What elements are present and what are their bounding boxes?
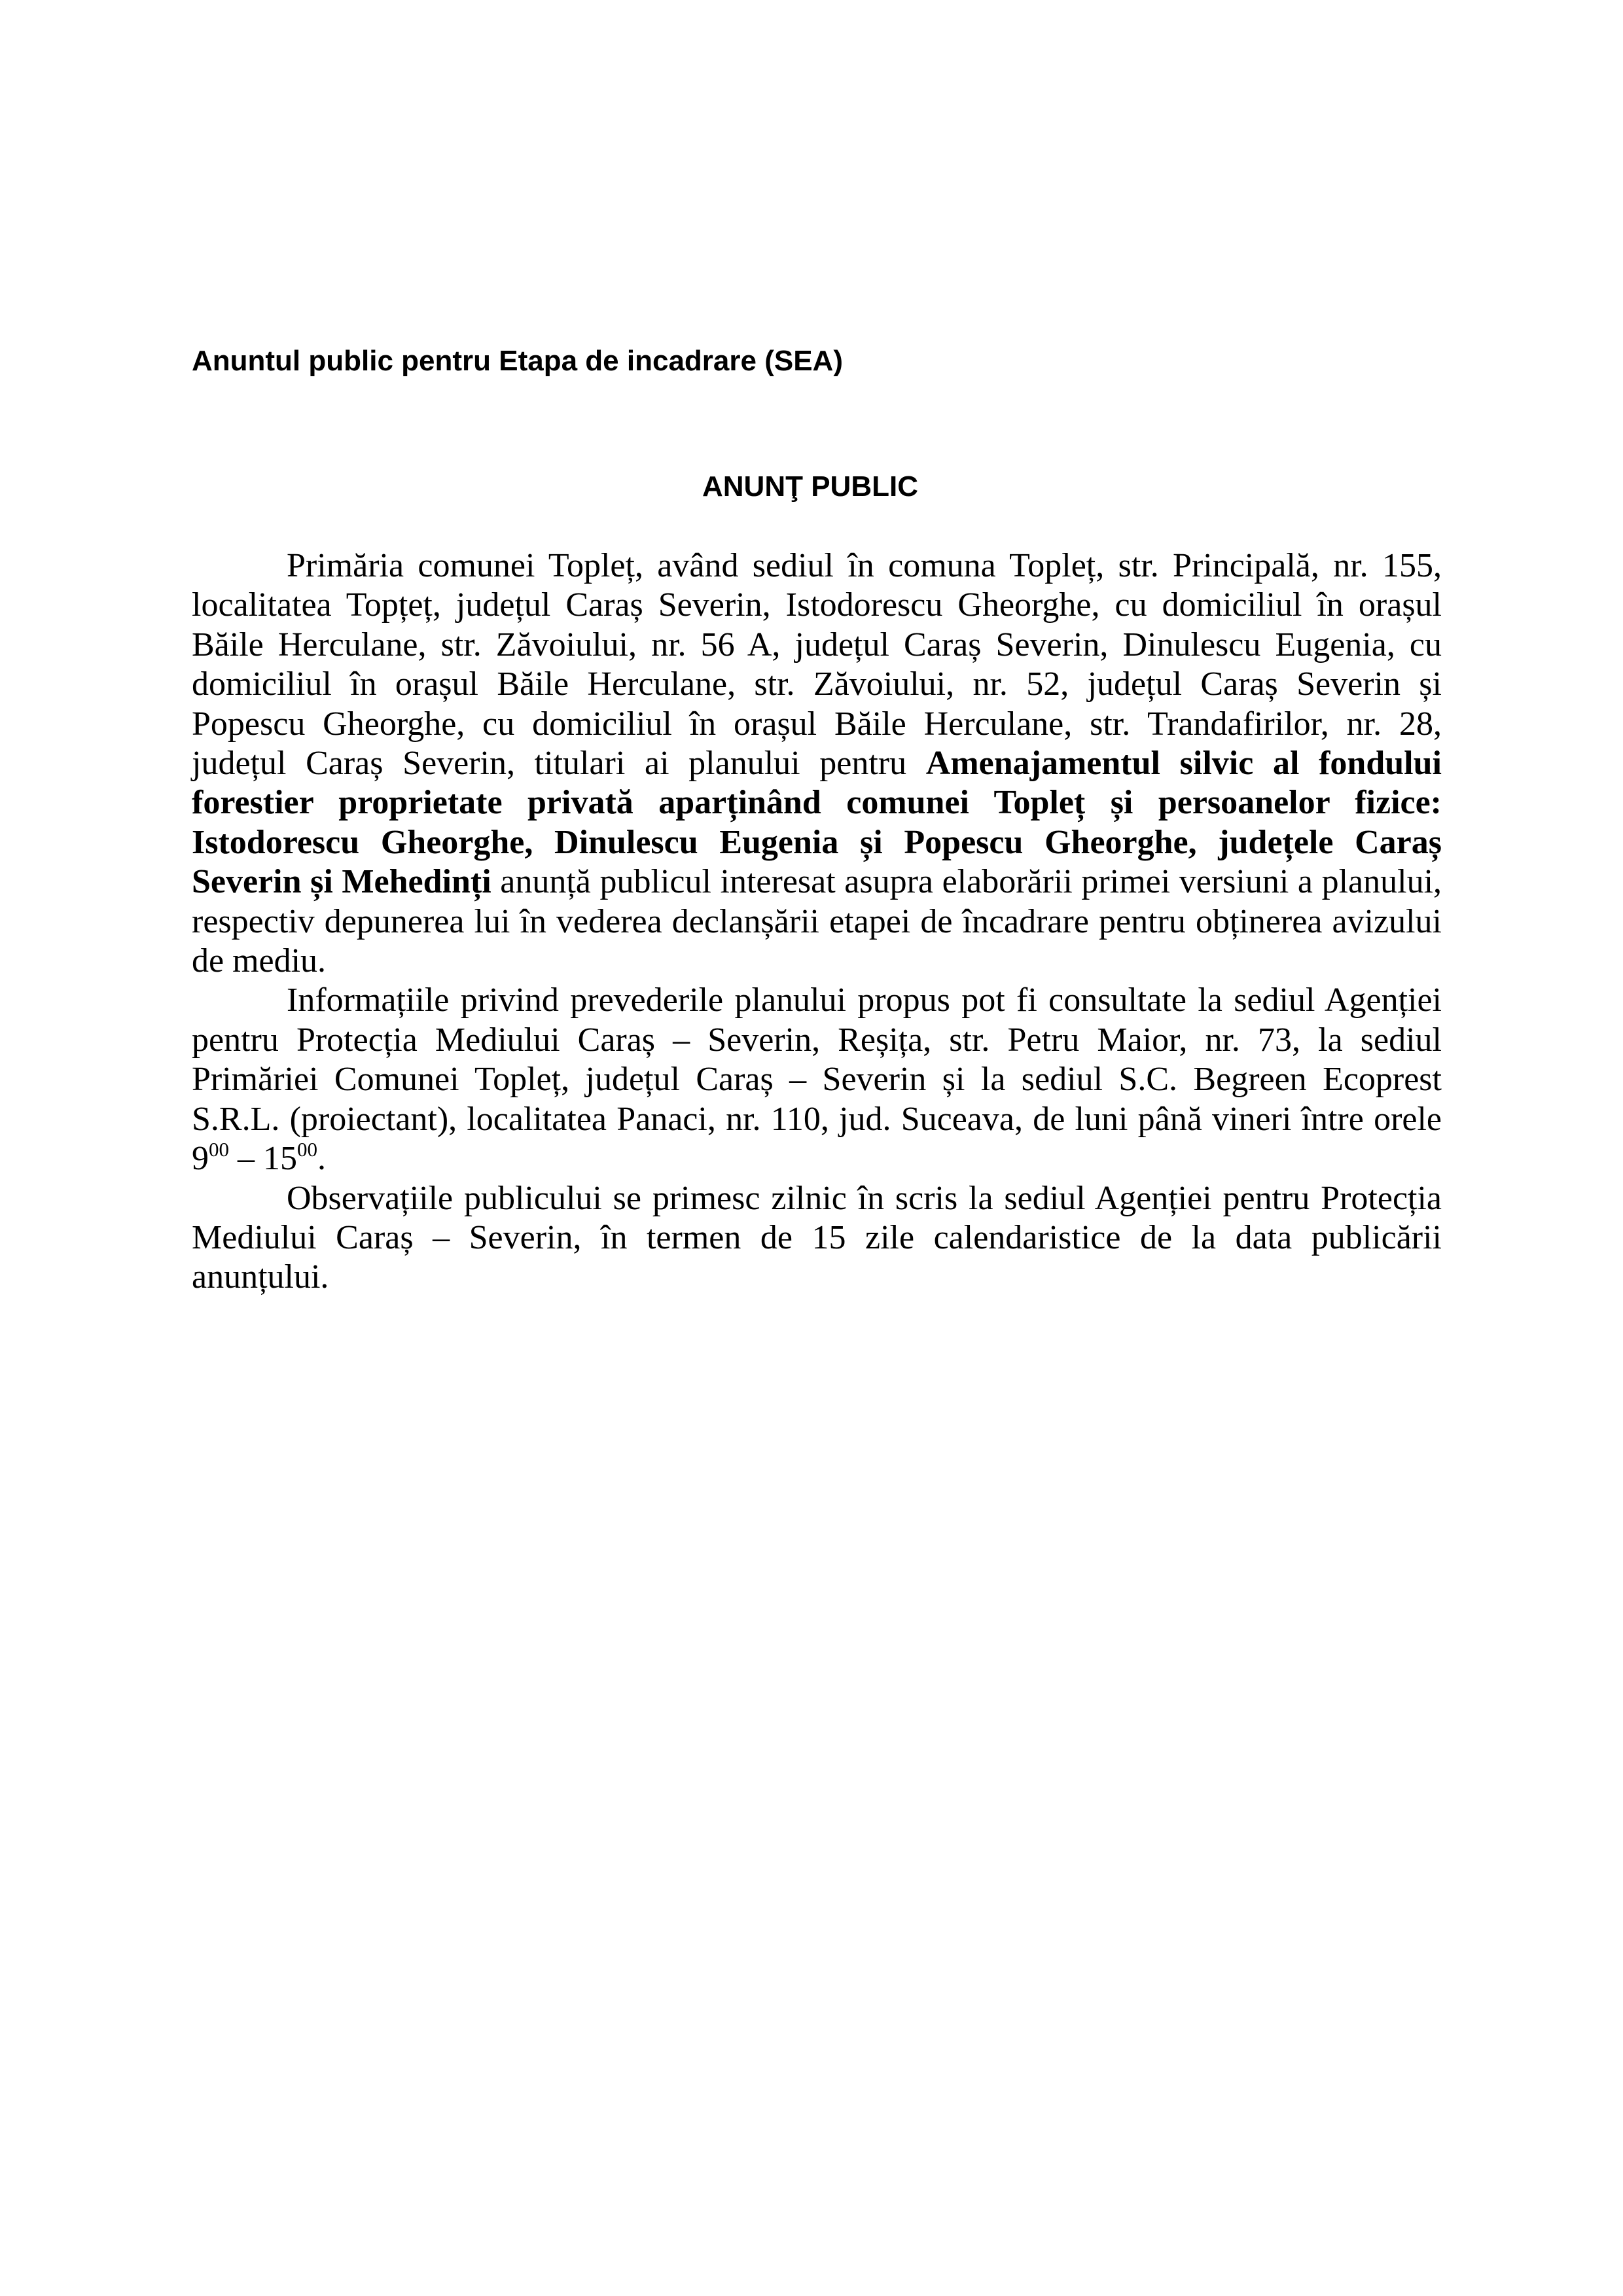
plan-name: Amenajamentul silvic al fondului forestier proprietate privată aparținând comunei Topleț și persoanelor fizice: Istodorescu Gheorghe, Dinulescu Eugenia și Popescu Gheorghe, județele Caraș Severin și Mehedinți [192,745,1442,901]
document-heading: Anuntul public pentru Etapa de incadrare (SEA) [192,345,843,377]
paragraph-observations [192,1179,1442,1298]
announcement-title: ANUNŢ PUBLIC [702,470,918,503]
hour-start: 9 [192,1140,209,1178]
hour-end-minutes: 00 [297,1138,317,1161]
paragraph-plan-holders [192,546,1442,981]
end-punctuation: . [317,1140,326,1178]
consultation-text: Informațiile privind prevederile planului propus pot fi consultate la sediul Agenției pentru Protecția Mediului Caraș – Severin, Reșița, str. Petru Maior, nr. 73, la sediul Primăriei Comunei Topleț, județul Caraș – Severin și la sediul S.C. Begreen Ecoprest S.R.L. (proiectant), localitatea Panaci, nr. 110, jud. Suceava, de luni până vineri între orele [192,981,1442,1138]
observations-text: Observațiile publicului se primesc zilnic în scris la sediul Agenției pentru Protecția Mediului Caraș – Severin, în termen de 15 zile calendaristice de la data publicării anunțului. [192,1179,1442,1296]
paragraph-consultation [192,981,1442,1178]
hour-separator: – [229,1140,263,1178]
plan-holders-text: Primăria comunei Topleț, având sediul în comuna Topleț, str. Principală, nr. 155, localitatea Topțeț, județul Caraș Severin, Istodorescu Gheorghe, cu domiciliul în orașul Băile Herculane, str. Zăvoiului, nr. 56 A, județul Caraș Severin, Dinulescu Eugenia, cu domiciliul în orașul Băile Herculane, str. Zăvoiului, nr. 52, județul Caraș Severin și Popescu Gheorghe, cu domiciliul în orașul Băile Herculane, str. Trandafirilor, nr. 28, județul Caraș Severin, titulari ai planului pentru [192,547,1442,783]
announcement-purpose-text: anunță publicul interesat asupra elaborării primei versiuni a planului, respectiv depunerea lui în vederea declanșării etapei de încadrare pentru obținerea avizului de mediu. [192,863,1442,980]
announcement-body [192,546,1442,1298]
hour-end: 15 [263,1140,297,1178]
hour-start-minutes: 00 [209,1138,229,1161]
